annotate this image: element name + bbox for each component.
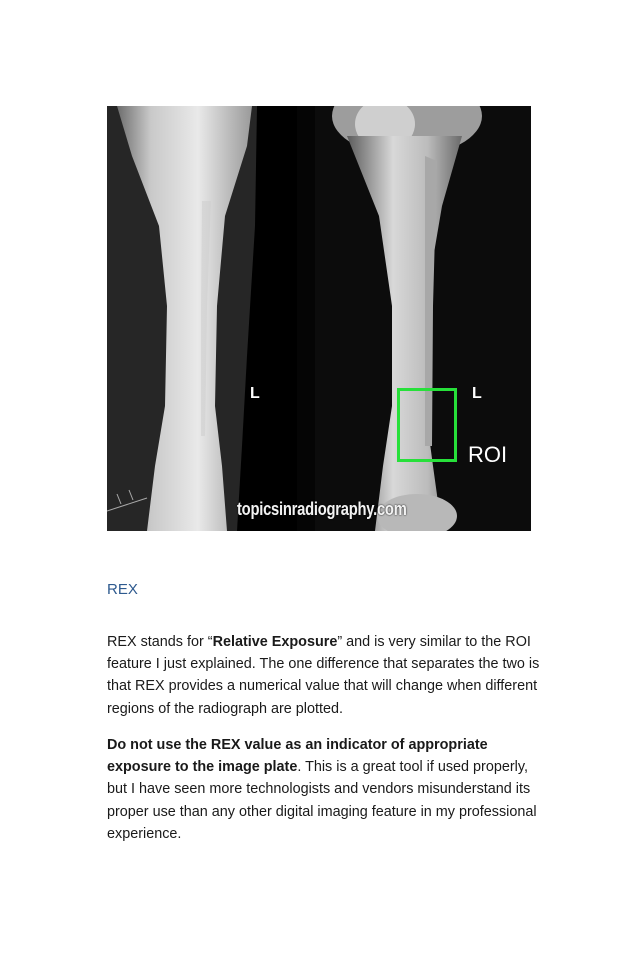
radiograph-figure bbox=[107, 106, 531, 531]
paragraph-2-bold: Do not use the REX value as an indicator of appropriate exposure to the image plate bbox=[107, 737, 488, 776]
paragraph-1-lead: REX stands for “ bbox=[107, 634, 213, 650]
section-heading: REX bbox=[107, 581, 138, 598]
paragraph-2 bbox=[107, 734, 547, 845]
watermark: topicsinradiography.com bbox=[237, 499, 407, 519]
paragraph-1-rest: ” and is very similar to the ROI feature I just explained. The one difference that separates the two is that REX provides a numerical value that will change when different regions of the radiograph are plotted. bbox=[107, 634, 540, 717]
roi-label: ROI bbox=[468, 442, 508, 467]
roi-box bbox=[397, 388, 457, 462]
right-side-marker: L bbox=[472, 385, 482, 402]
left-side-marker: L bbox=[250, 385, 260, 402]
paragraph-1 bbox=[107, 631, 547, 720]
paragraph-2-rest: . This is a great tool if used properly, but I have seen more technologists and vendors misunderstand its proper use than any other digital imaging feature in my professional experience. bbox=[107, 759, 537, 842]
paragraph-1-bold: Relative Exposure bbox=[212, 634, 338, 650]
